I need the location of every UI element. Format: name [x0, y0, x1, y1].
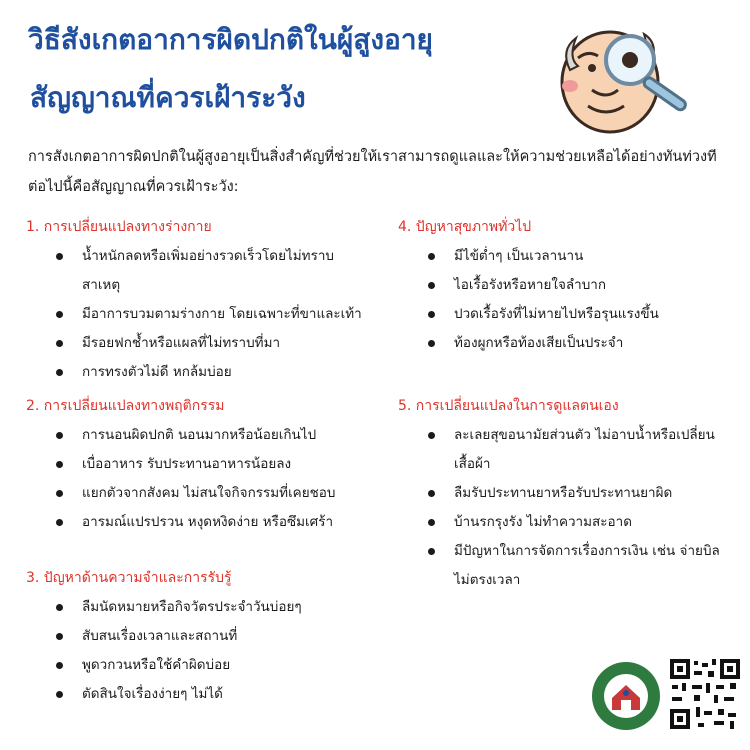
list-item: มีอาการบวมตามร่างกาย โดยเฉพาะที่ขาและเท้า — [56, 300, 371, 329]
list-item: มีปัญหาในการจัดการเรื่องการเงิน เช่น จ่ายบิลไม่ตรงเวลา — [428, 537, 723, 595]
list-item: การทรงตัวไม่ดี หกล้มบ่อย — [56, 358, 371, 387]
list-item: เบื่ออาหาร รับประทานอาหารน้อยลง — [56, 450, 371, 479]
section-general-health — [398, 214, 743, 358]
section-heading: 4. ปัญหาสุขภาพทั่วไป — [398, 219, 532, 235]
list-item: พูดวกวนหรือใช้คำผิดบ่อย — [56, 651, 371, 680]
section-heading: 3. ปัญหาด้านความจำและการรับรู้ — [26, 570, 232, 586]
elderly-magnifier-illustration — [548, 10, 728, 135]
list-item: การนอนผิดปกติ นอนมากหรือน้อยเกินไป — [56, 421, 371, 450]
list-item: แยกตัวจากสังคม ไม่สนใจกิจกรรมที่เคยชอบ — [56, 479, 371, 508]
list-item: มีไข้ต่ำๆ เป็นเวลานาน — [428, 242, 743, 271]
section-physical-changes — [26, 214, 371, 387]
section-behavior-changes — [26, 393, 371, 537]
page-subtitle: สัญญาณที่ควรเฝ้าระวัง — [30, 81, 306, 114]
section-heading: 5. การเปลี่ยนแปลงในการดูแลตนเอง — [398, 398, 619, 414]
intro-paragraph: การสังเกตอาการผิดปกติในผู้สูงอายุเป็นสิ่งสำคัญที่ช่วยให้เราสามารถดูแลและให้ความช่วยเหลือได้อย่างทันท่วงที ต่อไปนี้คือสัญญาณที่ควรเฝ้าระวัง: — [28, 149, 717, 195]
list-item: น้ำหนักลดหรือเพิ่มอย่างรวดเร็วโดยไม่ทราบสาเหตุ — [56, 242, 371, 300]
list-item: สับสนเรื่องเวลาและสถานที่ — [56, 622, 371, 651]
list-item: อารมณ์แปรปรวน หงุดหงิดง่าย หรือซึมเศร้า — [56, 508, 371, 537]
page-title: วิธีสังเกตอาการผิดปกติในผู้สูงอายุ — [28, 23, 433, 56]
list-item: ตัดสินใจเรื่องง่ายๆ ไม่ได้ — [56, 680, 371, 709]
section-memory-perception — [26, 565, 371, 709]
list-item: ลืมนัดหมายหรือกิจวัตรประจำวันบ่อยๆ — [56, 593, 371, 622]
list-item: มีรอยฟกช้ำหรือแผลที่ไม่ทราบที่มา — [56, 329, 371, 358]
section-heading: 1. การเปลี่ยนแปลงทางร่างกาย — [26, 219, 212, 235]
list-item: ลืมรับประทานยาหรือรับประทานยาผิด — [428, 479, 723, 508]
list-item: ไอเรื้อรังหรือหายใจลำบาก — [428, 271, 743, 300]
list-item: ละเลยสุขอนามัยส่วนตัว ไม่อาบน้ำหรือเปลี่ยนเสื้อผ้า — [428, 421, 723, 479]
list-item: ปวดเรื้อรังที่ไม่หายไปหรือรุนแรงขึ้น — [428, 300, 743, 329]
qr-code — [668, 657, 742, 731]
list-item: บ้านรกรุงรัง ไม่ทำความสะอาด — [428, 508, 723, 537]
section-self-care-changes — [398, 393, 723, 595]
nursing-home-logo — [590, 660, 662, 732]
list-item: ท้องผูกหรือท้องเสียเป็นประจำ — [428, 329, 743, 358]
section-heading: 2. การเปลี่ยนแปลงทางพฤติกรรม — [26, 398, 225, 414]
